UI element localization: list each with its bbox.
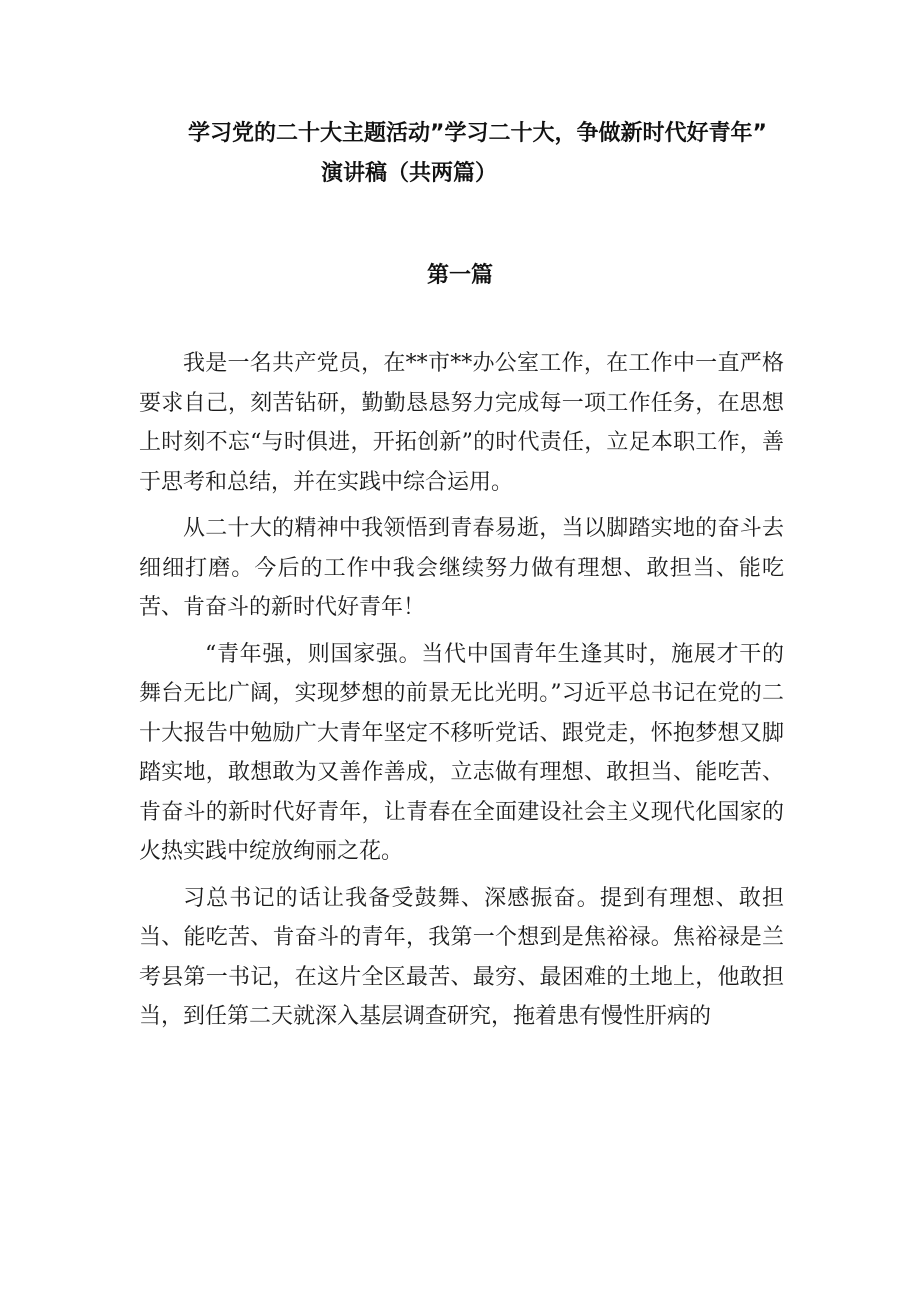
section-heading: 第一篇 bbox=[426, 263, 493, 288]
document-body bbox=[139, 344, 784, 1044]
paragraph-1: 我是一名共产党员，在**市**办公室工作，在工作中一直严格要求自己，刻苦钻研，勤勤恳恳努力完成每一项工作任务，在思想上时刻不忘“与时俱进，开拓创新”的时代责任，立足本职工作，善于思考和总结，并在实践中综合运用。 bbox=[139, 351, 784, 495]
document-title-line2: 演讲稿（共两篇） bbox=[321, 161, 498, 186]
document-title-line1: 学习党的二十大主题活动”学习二十大，争做新时代好青年” bbox=[188, 121, 767, 146]
paragraph-2: 从二十大的精神中我领悟到青春易逝，当以脚踏实地的奋斗去细细打磨。今后的工作中我会继续努力做有理想、敢担当、能吃苦、肯奋斗的新时代好青年！ bbox=[139, 516, 784, 620]
paragraph-4: 习总书记的话让我备受鼓舞、深感振奋。提到有理想、敢担当、能吃苦、肯奋斗的青年，我第一个想到是焦裕禄。焦裕禄是兰考县第一书记，在这片全区最苦、最穷、最困难的土地上，他敢担当，到任第二天就深入基层调查研究，拖着患有慢性肝病的 bbox=[139, 885, 784, 1029]
paragraph-3: “青年强，则国家强。当代中国青年生逢其时，施展才干的舞台无比广阔，实现梦想的前景无比光明。”习近平总书记在党的二十大报告中勉励广大青年坚定不移听党话、跟党走，怀抱梦想又脚踏实地，敢想敢为又善作善成，立志做有理想、敢担当、能吃苦、肯奋斗的新时代好青年，让青春在全面建设社会主义现代化国家的火热实践中绽放绚丽之花。 bbox=[139, 641, 784, 864]
